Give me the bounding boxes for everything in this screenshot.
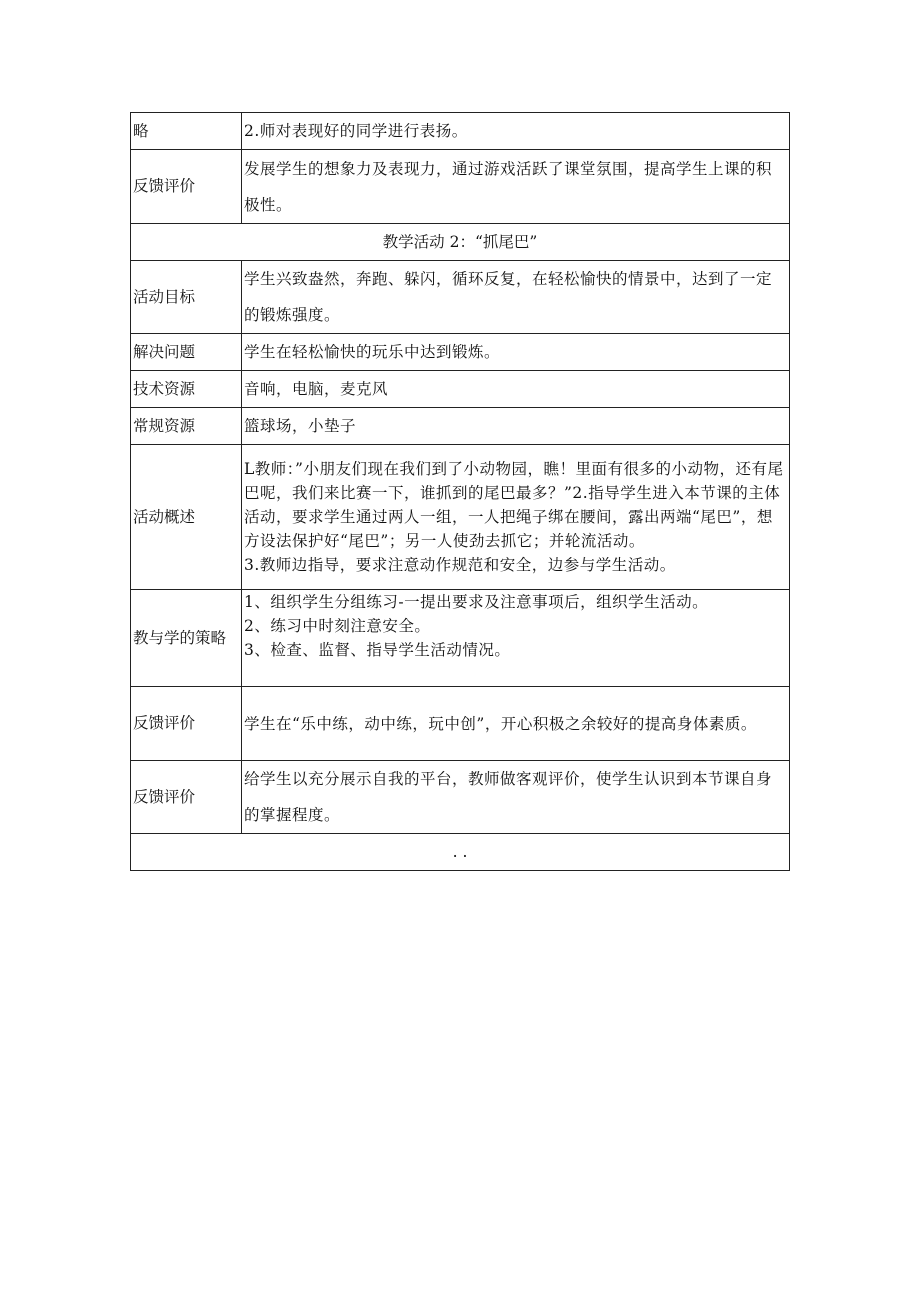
- table-row: [131, 834, 790, 871]
- table-row: [131, 408, 790, 445]
- table-row: [131, 334, 790, 371]
- section-header-row: [131, 224, 790, 261]
- table-row: [131, 261, 790, 334]
- activity-title: 教学活动 2：“抓尾巴”: [131, 224, 790, 261]
- row-label: 反馈评价: [131, 150, 242, 224]
- feedback-label: 反馈评价: [131, 687, 242, 761]
- row-label: 略: [131, 113, 242, 150]
- overview-step3: 3.教师边指导，要求注意动作规范和安全，边参与学生活动。: [244, 556, 676, 574]
- lesson-plan-table: [130, 112, 790, 871]
- regular-label: 常规资源: [131, 408, 242, 445]
- table-row: [131, 687, 790, 761]
- feedback-text: 学生在“乐中练，动中练，玩中创”，开心积极之余较好的提高身体素质。: [242, 687, 790, 761]
- table-row: [131, 150, 790, 224]
- overview-text: L教师：”小朋友们现在我们到了小动物园，瞧！里面有很多的小动物，还有尾巴呢，我们来比赛一下，谁抓到的尾巴最多？”2.指导学生进入本节课的主体活动，要求学生通过两人一组，一人把绳子绑在腰间，露出两端“尾巴”，想方设法保护好“尾巴”；另一人使劲去抓它；并轮流活动。: [244, 460, 784, 550]
- strategy-cell: [242, 590, 790, 687]
- goal-label: 活动目标: [131, 261, 242, 334]
- list-item: 1、组织学生分组练习-一提出要求及注意事项后，组织学生活动。: [244, 593, 709, 611]
- tech-text: 音响，电脑，麦克风: [242, 371, 790, 408]
- table-row: [131, 590, 790, 687]
- footer-marks: . .: [131, 834, 790, 871]
- strategy-label: 教与学的策略: [131, 590, 242, 687]
- regular-text: 篮球场，小垫子: [242, 408, 790, 445]
- overview-label: 活动概述: [131, 445, 242, 590]
- table-row: [131, 761, 790, 834]
- feedback-label: 反馈评价: [131, 761, 242, 834]
- problem-label: 解决问题: [131, 334, 242, 371]
- table-row: [131, 371, 790, 408]
- goal-text: 学生兴致盎然，奔跑、躲闪，循环反复，在轻松愉快的情景中，达到了一定的锻炼强度。: [242, 261, 790, 334]
- tech-label: 技术资源: [131, 371, 242, 408]
- feedback-text: 给学生以充分展示自我的平台，教师做客观评价，使学生认识到本节课自身的掌握程度。: [242, 761, 790, 834]
- table-row: [131, 445, 790, 590]
- row-value: 发展学生的想象力及表现力，通过游戏活跃了课堂氛围，提高学生上课的积极性。: [242, 150, 790, 224]
- list-item: 2、练习中时刻注意安全。: [244, 617, 431, 635]
- overview-cell: [242, 445, 790, 590]
- problem-text: 学生在轻松愉快的玩乐中达到锻炼。: [242, 334, 790, 371]
- list-item: 3、检查、监督、指导学生活动情况。: [244, 641, 511, 659]
- row-value: 2.师对表现好的同学进行表扬。: [242, 113, 790, 150]
- table-row: [131, 113, 790, 150]
